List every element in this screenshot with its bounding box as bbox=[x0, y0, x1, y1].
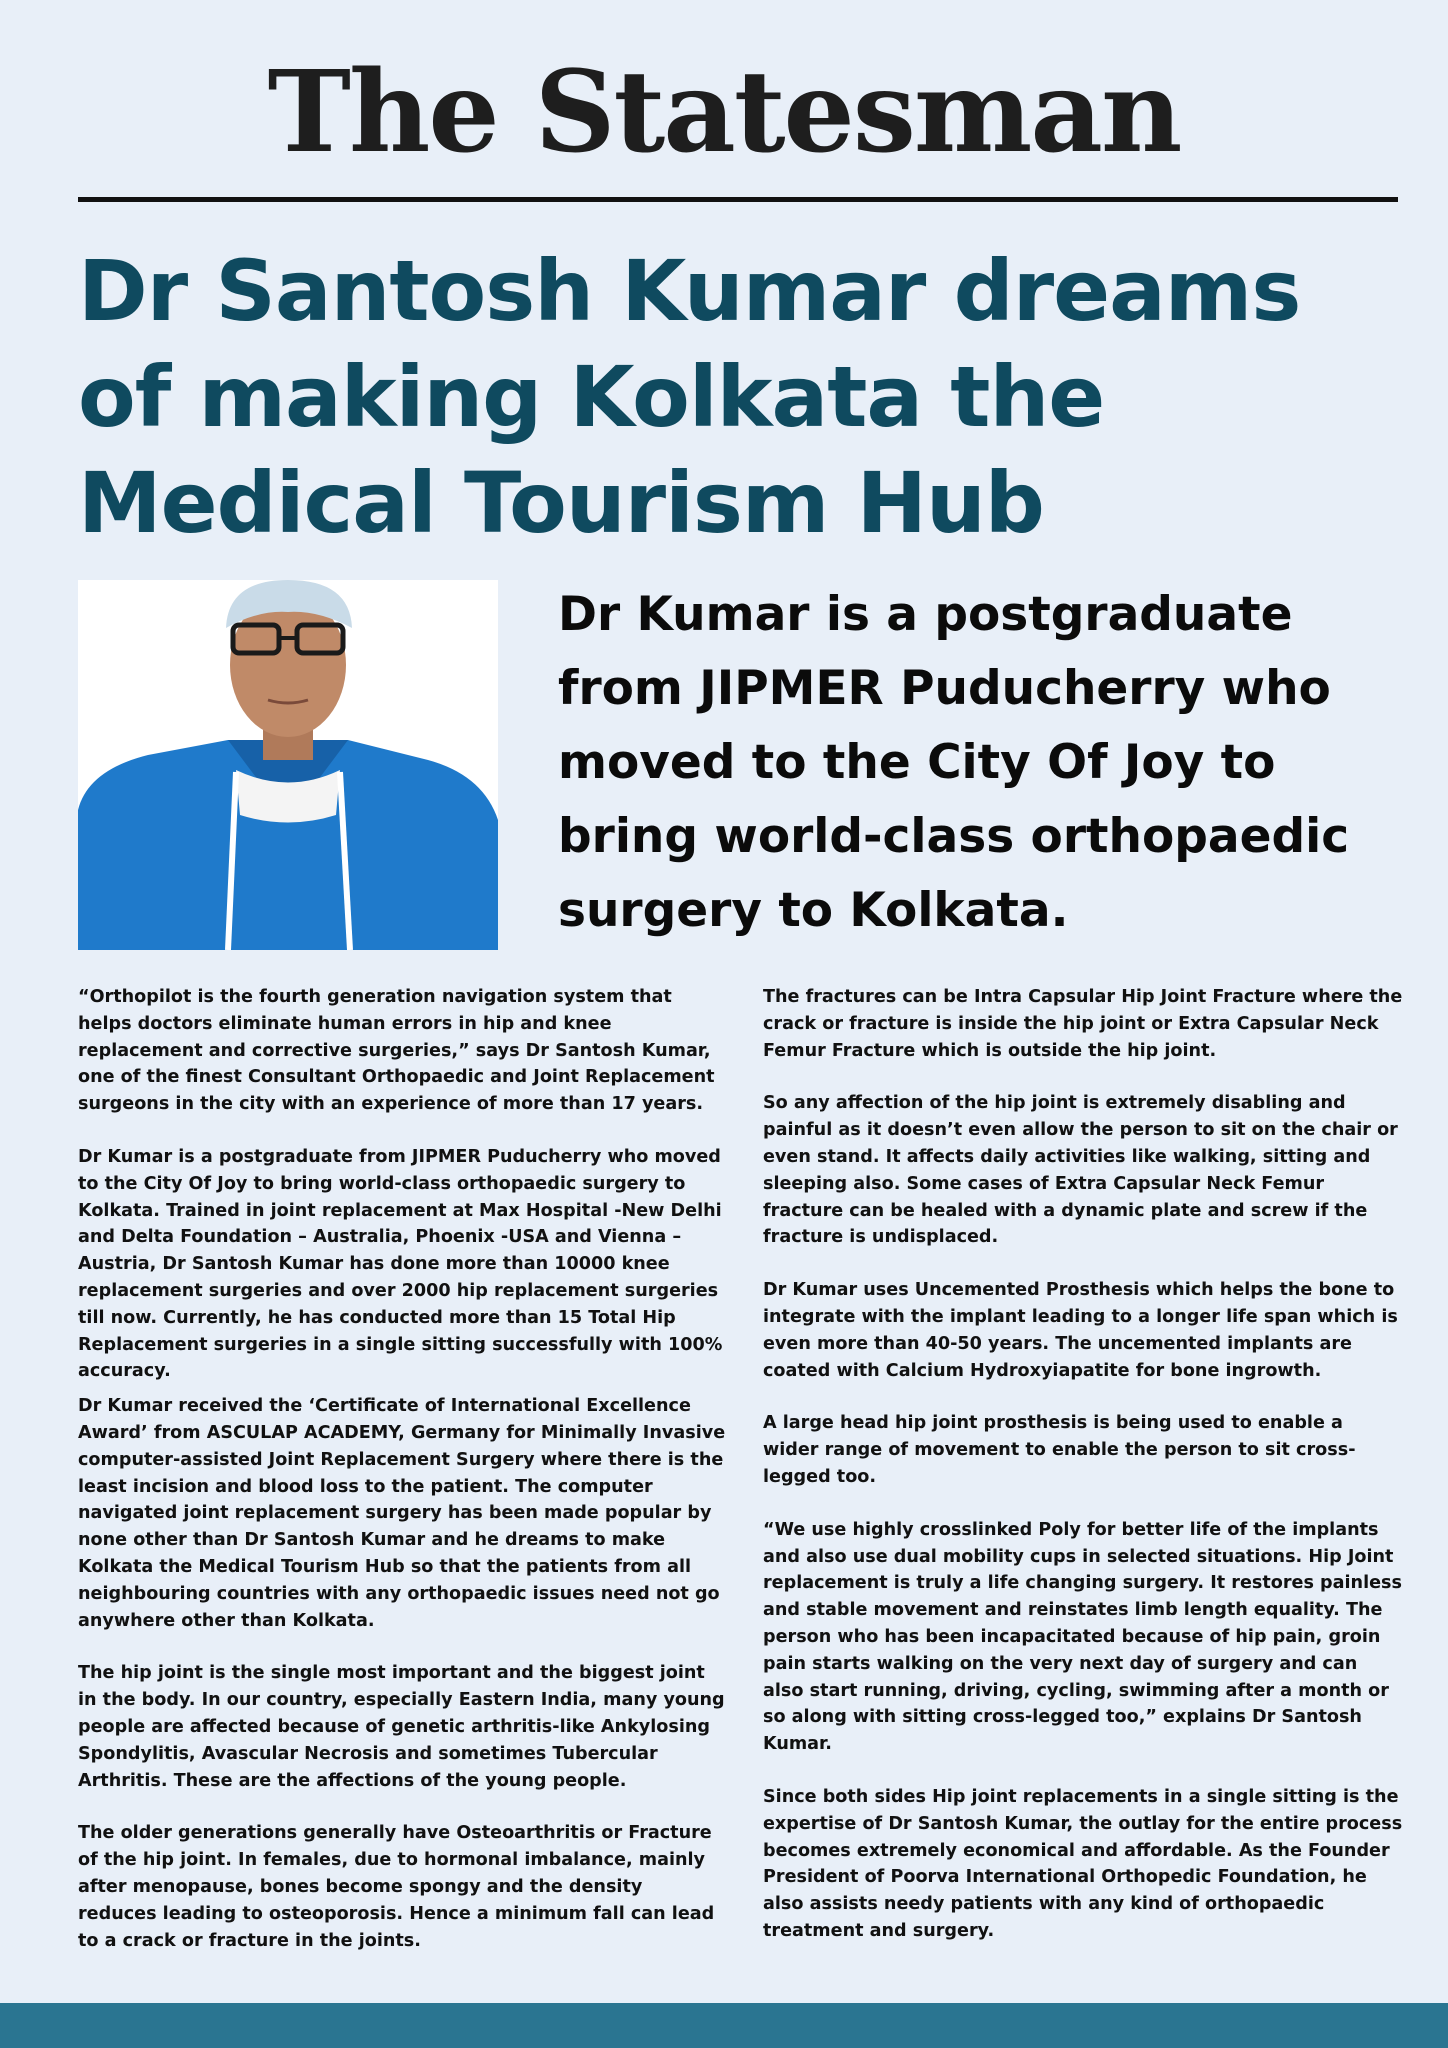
article-column-left bbox=[78, 984, 726, 1980]
article-paragraph: Dr Kumar received the ‘Certificate of International Excellence Award’ from ASCULAP ACADEMY, Germany for Minimally Invasive computer-assisted Joint Replacement Surgery where there is the least incision and blood loss to the patient. The computer navigated joint replacement surgery has been made popular by none other than Dr Santosh Kumar and he dreams to make Kolkata the Medical Tourism Hub so that the patients from all neighbouring countries with any orthopaedic issues need not go anywhere other than Kolkata. bbox=[78, 1396, 726, 1631]
article-paragraph: A large head hip joint prosthesis is being used to enable a wider range of movement to enable the person to sit cross-legged too. bbox=[763, 1413, 1356, 1487]
article-paragraph: Dr Kumar uses Uncemented Prosthesis which helps the bone to integrate with the implant leading to a longer life span which is even more than 40-50 years. The uncemented implants are coated with Calcium Hydroxyiapatite for bone ingrowth. bbox=[763, 1280, 1398, 1381]
doctor-portrait-illustration bbox=[78, 580, 498, 950]
article-paragraph: The hip joint is the single most important and the biggest joint in the body. In our country, especially Eastern India, many young people are affected because of genetic arthritis-like Ankylosing Spondylitis, Avascular Necrosis and sometimes Tubercular Arthritis. These are the affections of the young people. bbox=[78, 1663, 725, 1791]
article-column-right bbox=[763, 984, 1403, 1971]
article-paragraph: The older generations generally have Osteoarthritis or Fracture of the hip joint. In females, due to hormonal imbalance, mainly after menopause, bones become spongy and the density reduces leading to osteoporosis. Hence a minimum fall can lead to a crack or fracture in the joints. bbox=[78, 1823, 715, 1951]
doctor-portrait-photo bbox=[78, 580, 498, 950]
masthead-divider bbox=[78, 197, 1398, 202]
footer-bar bbox=[0, 2003, 1448, 2048]
article-paragraph: Since both sides Hip joint replacements in a single sitting is the expertise of Dr Santosh Kumar, the outlay for the entire process becomes extremely economical and affordable. As the Founder President of Poorva International Orthopedic Foundation, he also assists needy patients with any kind of orthopaedic treatment and surgery. bbox=[763, 1786, 1403, 1941]
article-standfirst: Dr Kumar is a postgraduate from JIPMER Puducherry who moved to the City Of Joy to bring world-class orthopaedic surgery to Kolkata. bbox=[558, 587, 1350, 938]
newspaper-masthead: The Statesman bbox=[267, 47, 1181, 178]
article-headline: Dr Santosh Kumar dreams of making Kolkata the Medical Tourism Hub bbox=[78, 242, 1301, 552]
article-paragraph: “We use highly crosslinked Poly for better life of the implants and also use dual mobility cups in selected situations. Hip Joint replacement is truly a life changing surgery. It restores painless and stable movement and reinstates limb length equality. The person who has been incapacitated because of hip pain, groin pain starts walking on the very next day of surgery and can also start running, driving, cycling, swimming after a month or so along with sitting cross-legged too,” explains Dr Santosh Kumar. bbox=[763, 1519, 1402, 1755]
article-paragraph: Dr Kumar is a postgraduate from JIPMER Puducherry who moved to the City Of Joy to bring world-class orthopaedic surgery to Kolkata. Trained in joint replacement at Max Hospital -New Delhi and Delta Foundation – Australia, Phoenix -USA and Vienna – Austria, Dr Santosh Kumar has done more than 10000 knee replacement surgeries and over 2000 hip replacement surgeries till now. Currently, he has conducted more than 15 Total Hip Replacement surgeries in a single sitting successfully with 100% accuracy. bbox=[78, 1146, 723, 1382]
article-paragraph: So any affection of the hip joint is extremely disabling and painful as it doesn’t even allow the person to sit on the chair or even stand. It affects daily activities like walking, sitting and sleeping also. Some cases of Extra Capsular Neck Femur fracture can be healed with a dynamic plate and screw if the fracture is undisplaced. bbox=[763, 1093, 1398, 1248]
article-paragraph: The fractures can be Intra Capsular Hip Joint Fracture where the crack or fracture is inside the hip joint or Extra Capsular Neck Femur Fracture which is outside the hip joint. bbox=[763, 987, 1403, 1061]
article-paragraph: “Orthopilot is the fourth generation navigation system that helps doctors eliminate human errors in hip and knee replacement and corrective surgeries,” says Dr Santosh Kumar, one of the finest Consultant Orthopaedic and Joint Replacement surgeons in the city with an experience of more than 17 years. bbox=[78, 987, 715, 1115]
